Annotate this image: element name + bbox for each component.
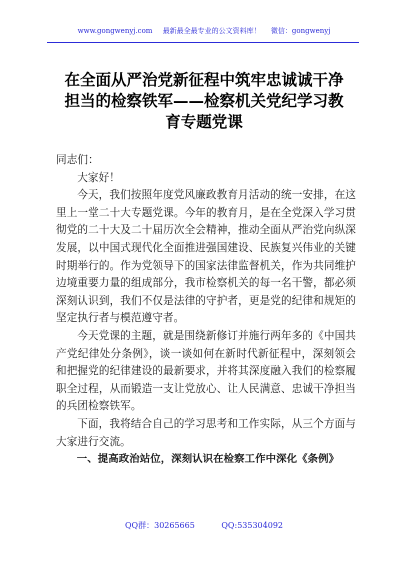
footer-qq-group: QQ群：30265665	[124, 521, 195, 530]
title-line-1: 在全面从严治党新征程中筑牢忠诚诚干净	[64, 71, 344, 89]
header-wechat: 微信：gongwenyj	[270, 27, 331, 35]
greeting: 大家好！	[77, 171, 120, 184]
salutation: 同志们：	[56, 154, 99, 166]
header-divider	[47, 42, 359, 43]
paragraph-1: 今天，我们按照年度党风廉政教育月活动的统一安排，在这里上一堂二十大专题党课。今年的教育月，是在全党深入学习贯彻党的二十大及二十届历次全会精神，推动全面从严治党向纵深发展，以中国式现代化全面推进强国建设、民族复兴伟业的关键时期举行的。作为党领导下的国家法律监督机关，作为共同维护边境重要力量的组成部分，我市检察机关的每一名干警，都必须深刻认识到，我们不仅是法律的守护者，更是党的纪律和规矩的坚定执行者与模范遵守者。	[56, 189, 356, 325]
header-slogan: 最新最全最专业的公文资料库！	[162, 27, 261, 35]
title-line-3: 育专题党课	[165, 113, 243, 131]
footer-qq: QQ:535304092	[221, 521, 283, 530]
page-header	[0, 26, 408, 36]
title-line-2: 担当的检察铁军——检察机关党纪学习教	[64, 92, 344, 110]
header-website: www.gongwenyj.com	[77, 27, 153, 35]
paragraph-2: 今天党课的主题，就是围绕新修订并施行两年多的《中国共产党纪律处分条例》，谈一谈如何在新时代新征程中，深刻领会和把握党的纪律建设的最新要求，并将其深度融入我们的检察履职全过程，从而锻造一支让党放心、让人民满意、忠诚干净担当的兵团检察铁军。	[56, 329, 356, 413]
document-title	[52, 70, 356, 133]
section-heading-1: 一、提高政治站位，深刻认识在检察工作中深化《条例》	[76, 453, 340, 466]
paragraph-3: 下面，我将结合自己的学习思考和工作实际，从三个方面与大家进行交流。	[56, 417, 356, 448]
document-body	[56, 152, 356, 469]
page-footer	[0, 520, 408, 531]
